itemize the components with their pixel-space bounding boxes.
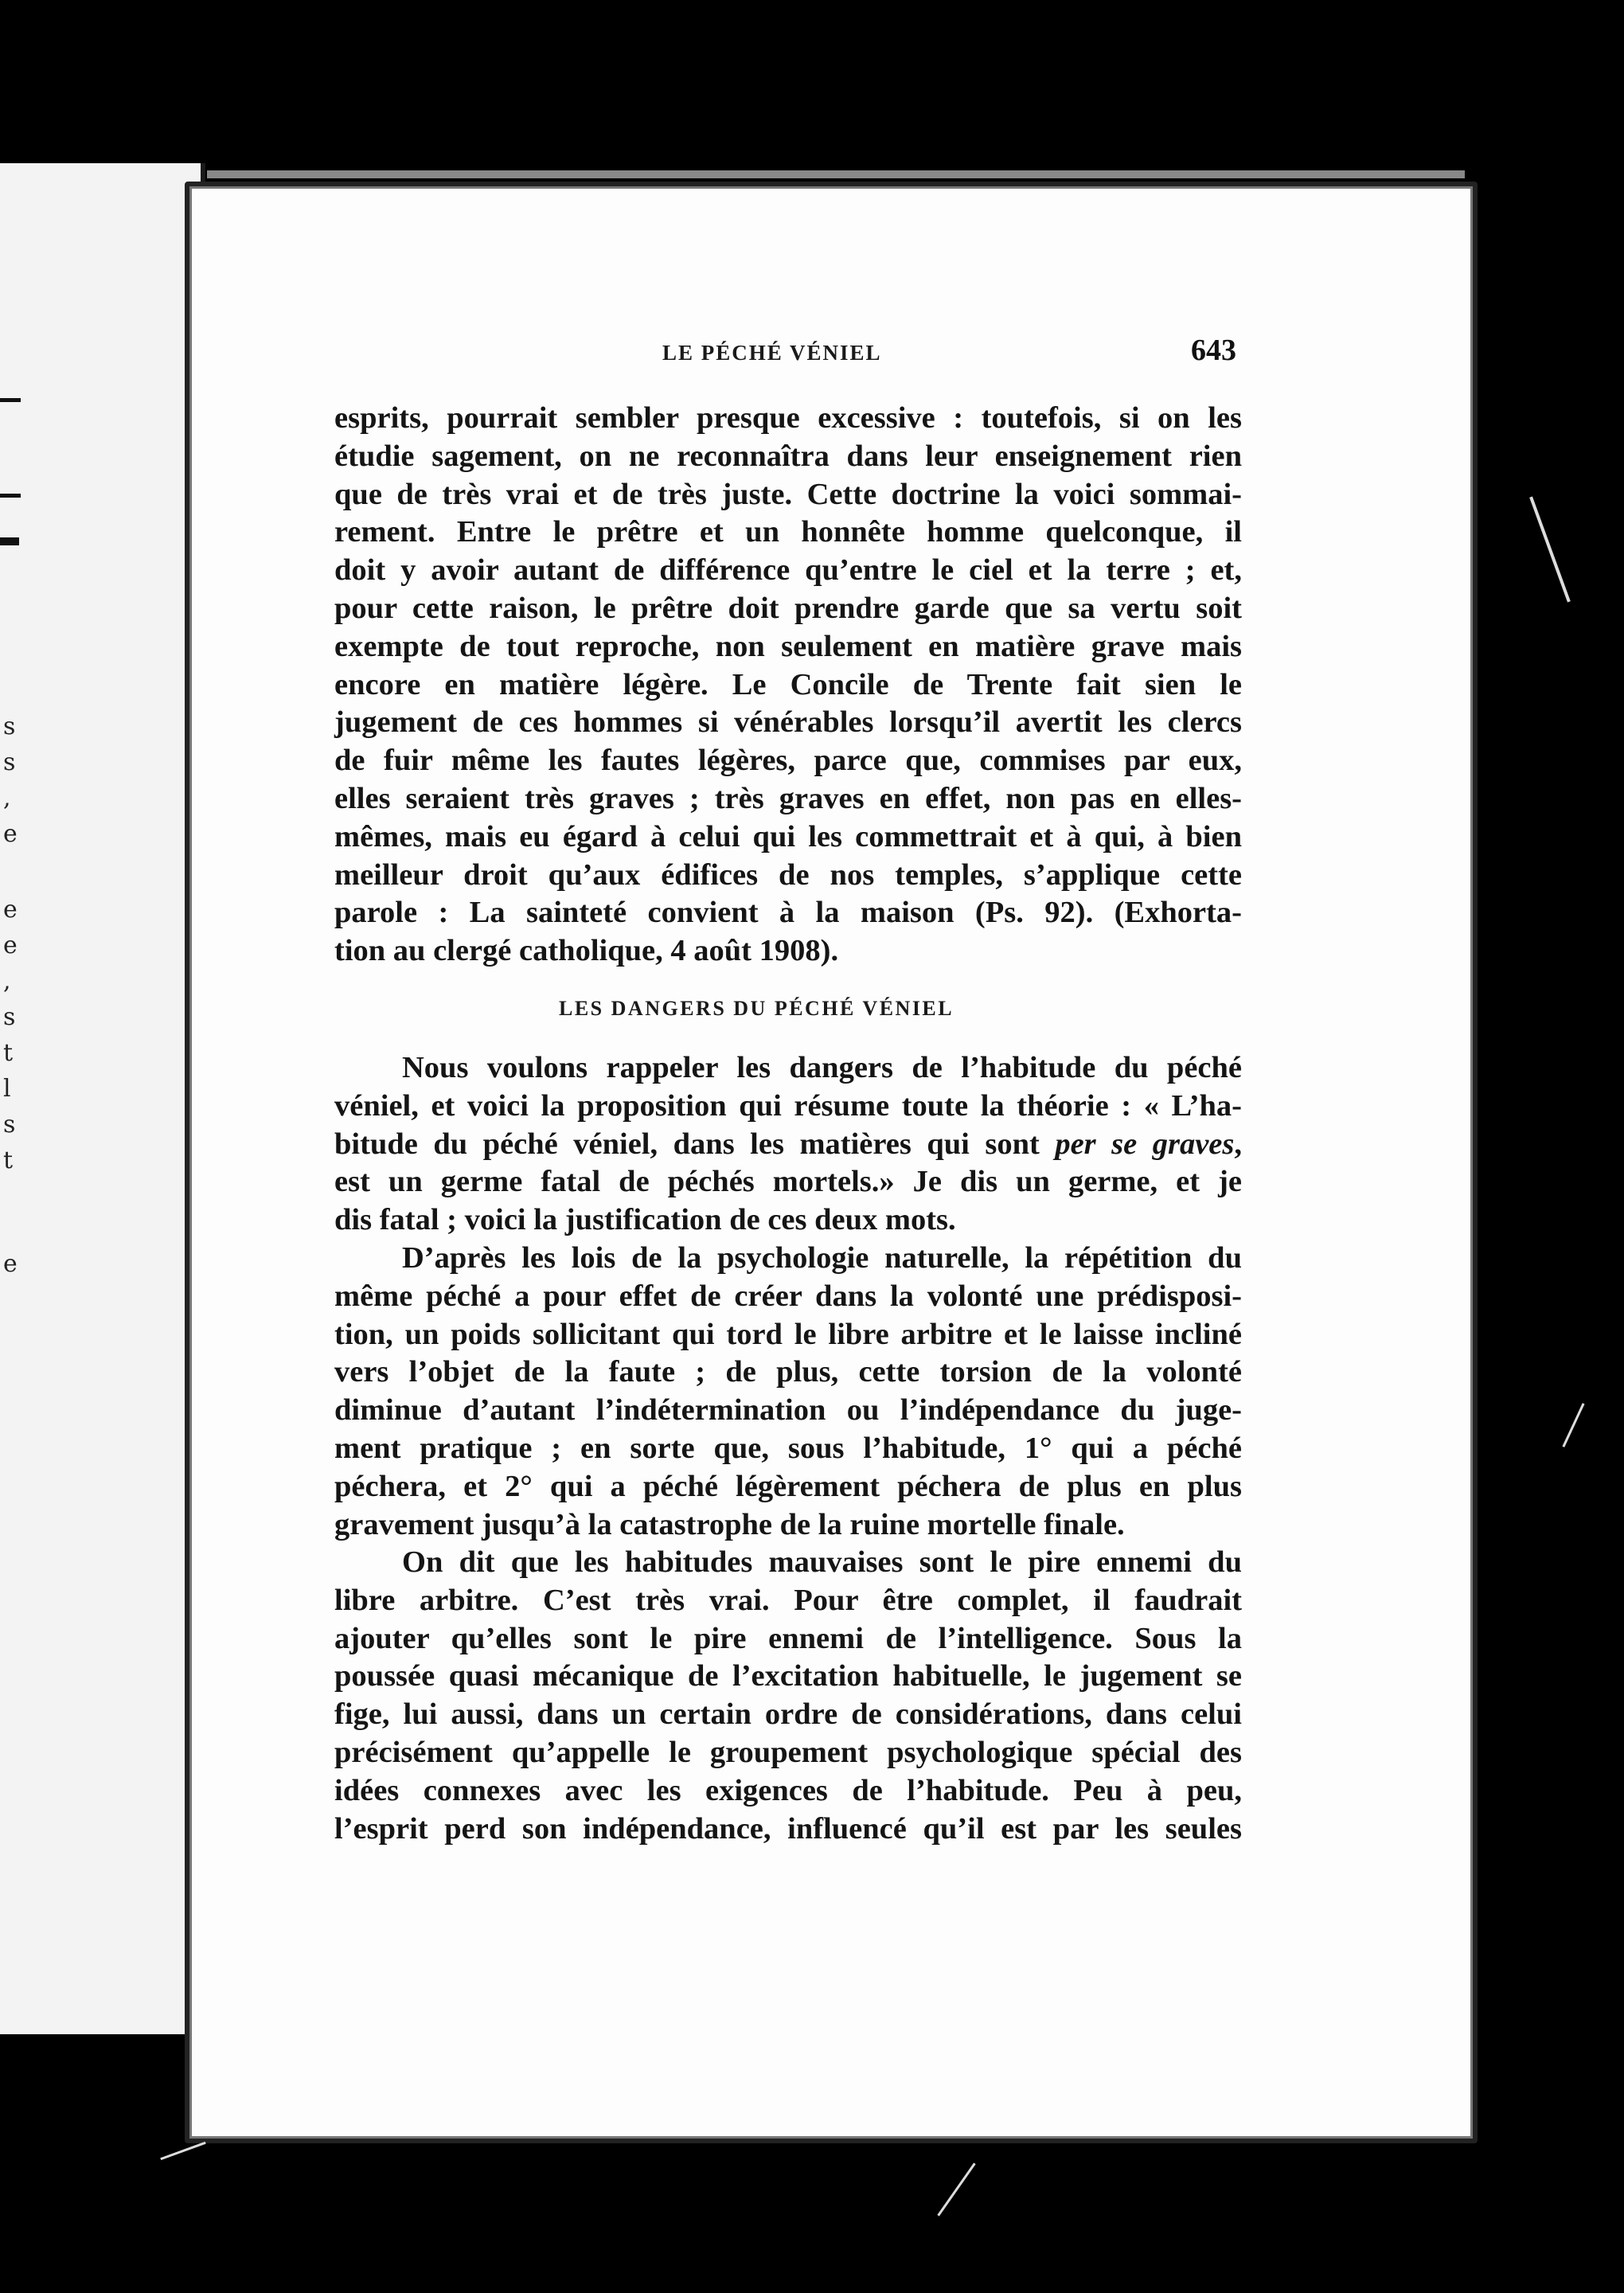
text-line: tion, un poids sollicitant qui tord le libre arbitre et le laisse incliné (334, 1317, 1242, 1351)
page-top-edge (207, 170, 1465, 178)
left-page-edge-char: e (3, 932, 18, 959)
left-page-edge-char: l (3, 1075, 11, 1103)
text-line: est un germe fatal de péchés mortels.» Je dis un germe, et je (334, 1165, 1242, 1199)
text-line: même péché a pour effet de créer dans la volonté une prédisposi- (334, 1279, 1242, 1313)
text-line: encore en matière légère. Le Concile de Trente fait sien le (334, 667, 1242, 701)
paragraph-2 (334, 1049, 1242, 1240)
text-line: l’esprit perd son indépendance, influencé qu’il est par les seules (334, 1811, 1242, 1846)
left-page-rule (0, 398, 21, 402)
left-page-edge-char: t (3, 1039, 14, 1067)
text-line: esprits, pourrait sembler presque excessive : toutefois, si on les (334, 401, 1242, 435)
section-heading: LES DANGERS DU PÉCHÉ VÉNIEL (559, 997, 954, 1020)
italic-phrase: per se graves (1055, 1127, 1235, 1161)
text-line: diminue d’autant l’indétermination ou l’indépendance du juge- (334, 1393, 1242, 1428)
left-page-fragment (0, 163, 205, 2034)
paragraph-1 (334, 400, 1242, 971)
text-line: On dit que les habitudes mauvaises sont le pire ennemi du (402, 1545, 1242, 1579)
running-head: LE PÉCHÉ VÉNIEL (662, 341, 882, 365)
text-line: exempte de tout reproche, non seulement en matière grave mais (334, 629, 1242, 663)
text-line: fige, lui aussi, dans un certain ordre de considérations, dans celui (334, 1697, 1242, 1732)
text-line: de fuir même les fautes légères, parce que, commises par eux, (334, 744, 1242, 778)
left-page-edge-char: , (3, 967, 11, 995)
left-page-edge-char: , (3, 784, 11, 812)
left-page-edge-char: t (3, 1146, 14, 1174)
text-line: tion au clergé catholique, 4 août 1908). (334, 934, 839, 968)
left-page-edge-char: s (3, 713, 16, 740)
text-line: que de très vrai et de très juste. Cette doctrine la voici sommai- (334, 477, 1242, 511)
text-line: jugement de ces hommes si vénérables lorsqu’il avertit les clercs (334, 705, 1242, 740)
left-page-edge-char: s (3, 748, 16, 776)
left-page-edge-char: e (3, 1250, 18, 1278)
text-line: rement. Entre le prêtre et un honnête homme quelconque, il (334, 515, 1242, 549)
scan-scratch (160, 2142, 205, 2160)
text-line: dis fatal ; voici la justification de ces deux mots. (334, 1203, 956, 1237)
text-line: meilleur droit qu’aux édifices de nos temples, s’applique cette (334, 857, 1242, 892)
text-line: ajouter qu’elles sont le pire ennemi de l’intelligence. Sous la (334, 1621, 1242, 1655)
text-line: péchera, et 2° qui a péché légèrement péchera de plus en plus (334, 1469, 1242, 1503)
scan-scratch (1562, 1403, 1584, 1447)
text-line: parole : La sainteté convient à la maison (Ps. 92). (Exhorta- (334, 896, 1242, 930)
text-line: gravement jusqu’à la catastrophe de la ruine mortelle finale. (334, 1507, 1125, 1541)
left-page-edge-char: s (3, 1003, 16, 1031)
text-line: étudie sagement, on ne reconnaîtra dans leur enseignement rien (334, 439, 1242, 473)
left-page-rule (0, 494, 21, 498)
text-line: mêmes, mais eu égard à celui qui les commettrait et à qui, à bien (334, 819, 1242, 854)
text-line: véniel, et voici la proposition qui résume toute la théorie : « L’ha- (334, 1088, 1242, 1123)
text-line: D’après les lois de la psychologie naturelle, la répétition du (402, 1241, 1242, 1275)
text-line: doit y avoir autant de différence qu’entre le ciel et la terre ; et, (334, 553, 1242, 588)
page-number: 643 (1191, 334, 1236, 367)
text-line: idées connexes avec les exigences de l’habitude. Peu à peu, (334, 1773, 1242, 1807)
text-line: ment pratique ; en sorte que, sous l’habitude, 1° qui a péché (334, 1431, 1242, 1465)
text-line: Nous voulons rappeler les dangers de l’habitude du péché (402, 1051, 1242, 1084)
left-page-edge-char: e (3, 820, 18, 848)
paragraph-3 (334, 1240, 1242, 1544)
left-page-edge-char: s (3, 1111, 16, 1139)
text-line: poussée quasi mécanique de l’excitation habituelle, le jugement se (334, 1659, 1242, 1693)
scan-scratch (937, 2162, 975, 2216)
text-line: précisément qu’appelle le groupement psychologique spécial des (334, 1735, 1242, 1769)
text-line: vers l’objet de la faute ; de plus, cette torsion de la volonté (334, 1355, 1242, 1389)
text-line: bitude du péché véniel, dans les matières qui sont per se graves, (334, 1127, 1242, 1161)
left-page-edge-char: e (3, 896, 18, 924)
text-line: elles seraient très graves ; très graves en effet, non pas en elles- (334, 781, 1242, 815)
text-line: libre arbitre. C’est très vrai. Pour être complet, il faudrait (334, 1583, 1242, 1617)
text-line: pour cette raison, le prêtre doit prendre garde que sa vertu soit (334, 591, 1242, 625)
paragraph-4 (334, 1544, 1242, 1848)
scan-scratch (1529, 497, 1571, 603)
left-page-rule (0, 537, 19, 545)
